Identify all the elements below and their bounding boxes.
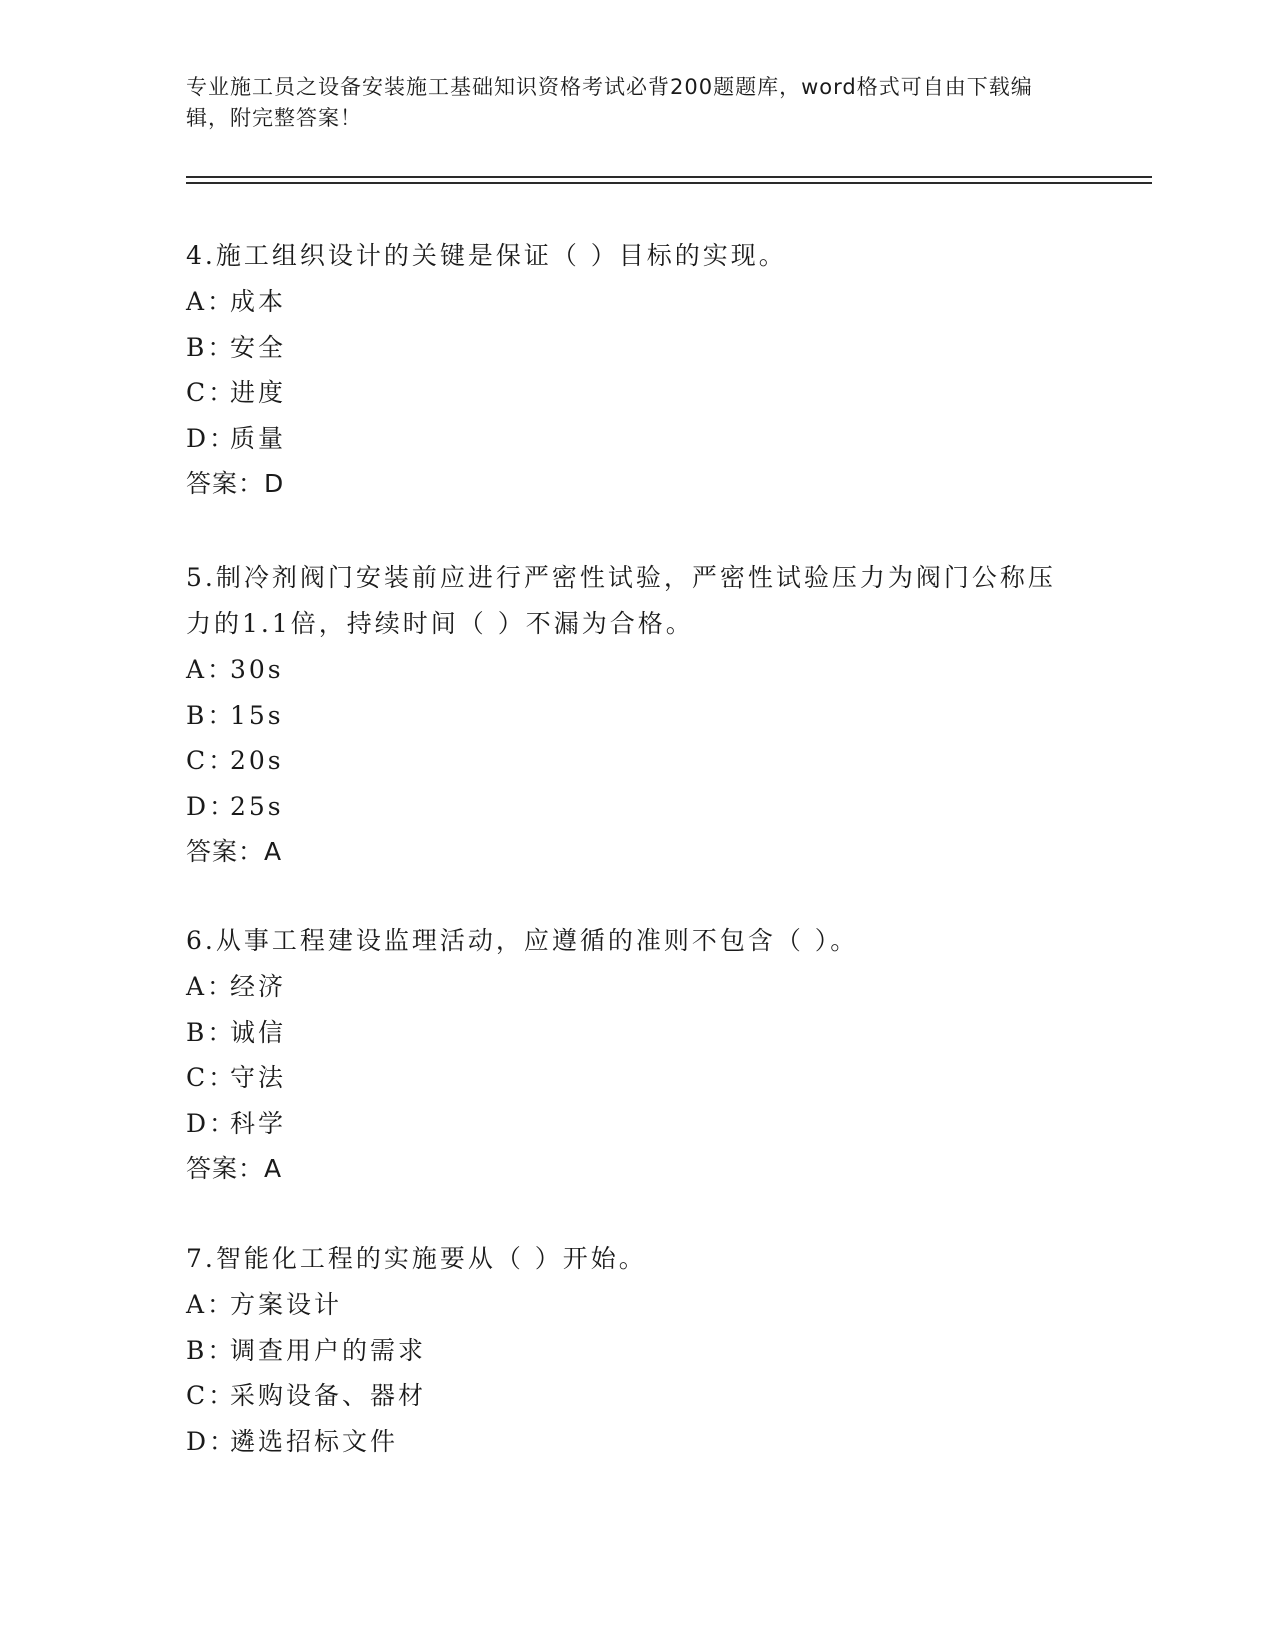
option-text: 诚信 — [230, 1017, 287, 1047]
question-6 — [186, 918, 1066, 1192]
option-a — [186, 1282, 1066, 1328]
option-letter: B： — [186, 1017, 236, 1047]
option-text: 方案设计 — [230, 1290, 343, 1319]
header-divider-top — [186, 176, 1152, 178]
option-text: 15s — [230, 700, 284, 730]
header-divider-bottom — [186, 182, 1152, 184]
option-a — [186, 964, 1066, 1010]
option-a — [186, 647, 1066, 693]
question-stem: 6.从事工程建设监理活动，应遵循的准则不包含（ ）。 — [186, 926, 859, 955]
answer-line: 答案：A — [186, 1154, 283, 1183]
option-text: 采购设备、器材 — [230, 1381, 427, 1410]
question-5 — [186, 555, 1066, 875]
option-letter: A： — [186, 1290, 236, 1319]
option-text: 质量 — [230, 423, 287, 453]
question-stem: 7.智能化工程的实施要从（ ）开始。 — [186, 1244, 647, 1273]
option-letter: D： — [186, 1426, 238, 1456]
option-text: 进度 — [230, 378, 287, 407]
option-text: 安全 — [230, 332, 287, 362]
option-text: 经济 — [230, 972, 287, 1001]
option-b — [186, 1010, 1066, 1056]
option-letter: B： — [186, 1335, 236, 1365]
option-letter: A： — [186, 972, 236, 1001]
option-text: 30s — [230, 655, 284, 684]
option-d — [186, 1101, 1066, 1147]
option-text: 25s — [230, 791, 284, 821]
option-a — [186, 279, 1066, 325]
option-letter: C： — [186, 378, 237, 407]
option-letter: D： — [186, 1108, 238, 1138]
option-letter: B： — [186, 700, 236, 730]
option-text: 守法 — [230, 1063, 287, 1092]
option-letter: D： — [186, 423, 238, 453]
option-letter: A： — [186, 655, 236, 684]
option-letter: D： — [186, 791, 238, 821]
option-letter: C： — [186, 746, 237, 775]
answer-line: 答案：A — [186, 837, 283, 866]
option-c — [186, 1055, 1066, 1101]
option-b — [186, 1328, 1066, 1374]
option-c — [186, 1373, 1066, 1419]
option-letter: B： — [186, 332, 236, 362]
option-b — [186, 693, 1066, 739]
option-letter: C： — [186, 1063, 237, 1092]
option-d — [186, 784, 1066, 830]
option-d — [186, 416, 1066, 462]
option-c — [186, 738, 1066, 784]
option-letter: A： — [186, 287, 236, 316]
option-b — [186, 325, 1066, 371]
option-text: 调查用户的需求 — [230, 1335, 427, 1365]
option-letter: C： — [186, 1381, 237, 1410]
option-text: 科学 — [230, 1108, 287, 1138]
question-stem: 5.制冷剂阀门安装前应进行严密性试验，严密性试验压力为阀门公称压力的1.1倍，持续时间（ ）不漏为合格。 — [186, 563, 1056, 638]
option-c — [186, 370, 1066, 416]
question-7 — [186, 1236, 1066, 1464]
option-d — [186, 1419, 1066, 1465]
question-stem: 4.施工组织设计的关键是保证（ ）目标的实现。 — [186, 241, 787, 270]
answer-line: 答案：D — [186, 469, 285, 498]
option-text: 遴选招标文件 — [230, 1426, 399, 1456]
document-title: 专业施工员之设备安装施工基础知识资格考试必背200题题库，word格式可自由下载编辑，附完整答案！ — [186, 75, 1033, 130]
option-text: 成本 — [230, 287, 287, 316]
option-text: 20s — [230, 746, 284, 775]
question-4 — [186, 233, 1066, 507]
